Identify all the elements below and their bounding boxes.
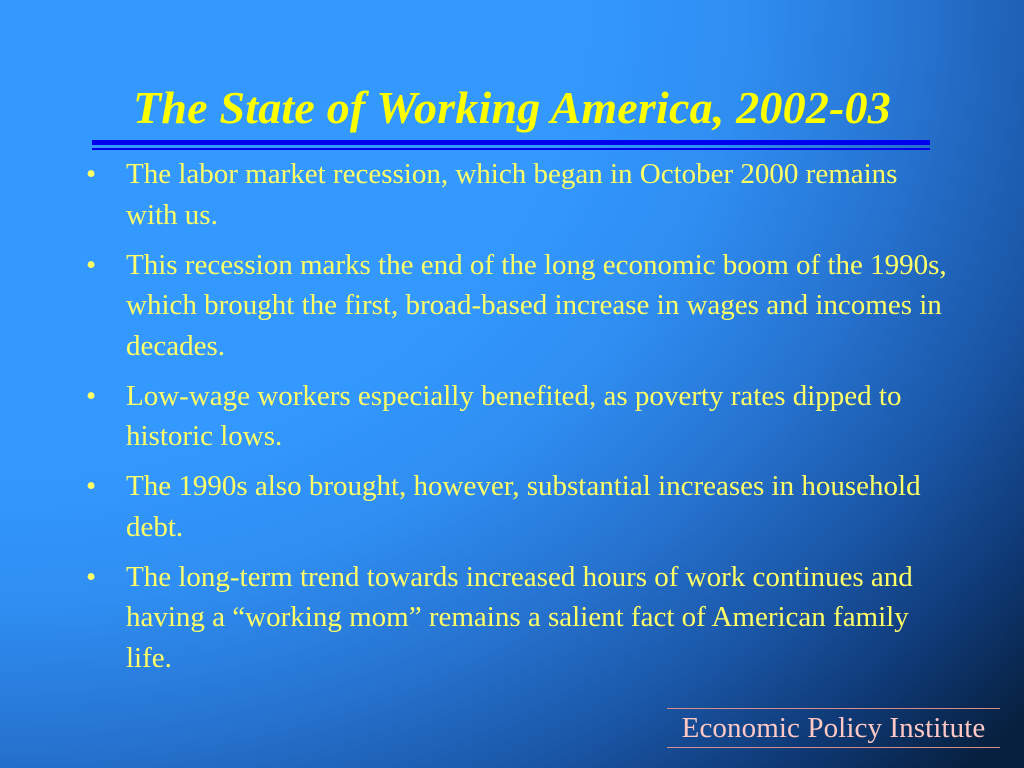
bullet-marker: •	[86, 158, 97, 190]
bullet-marker: •	[86, 470, 97, 502]
bullet-marker: •	[86, 379, 97, 412]
bullet-item	[86, 245, 948, 367]
bullet-item	[86, 376, 948, 457]
bullet-item	[86, 466, 948, 547]
bullet-text: The 1990s also brought, however, substantial increases in household debt.	[126, 470, 921, 543]
bullet-marker: •	[86, 560, 97, 593]
bullet-list	[86, 154, 948, 688]
bullet-item	[86, 557, 948, 679]
title-underline-thin	[92, 148, 930, 150]
bullet-text: Low-wage workers especially benefited, as poverty rates dipped to historic lows.	[126, 379, 902, 452]
footer-brand-logo: Economic Policy Institute	[667, 708, 1000, 748]
bullet-marker: •	[86, 248, 97, 281]
bullet-text: The labor market recession, which began in October 2000 remains with us.	[126, 158, 898, 231]
bullet-text: The long-term trend towards increased hours of work continues and having a “working mom” remains a salient fact of American family life.	[126, 560, 913, 674]
slide-title: The State of Working America, 2002-03	[133, 82, 891, 133]
bullet-text: This recession marks the end of the long economic boom of the 1990s, which brought the first, broad-based increase in wages and incomes in decades.	[126, 248, 947, 362]
bullet-item	[86, 154, 948, 235]
title-underline-thick	[92, 140, 930, 145]
